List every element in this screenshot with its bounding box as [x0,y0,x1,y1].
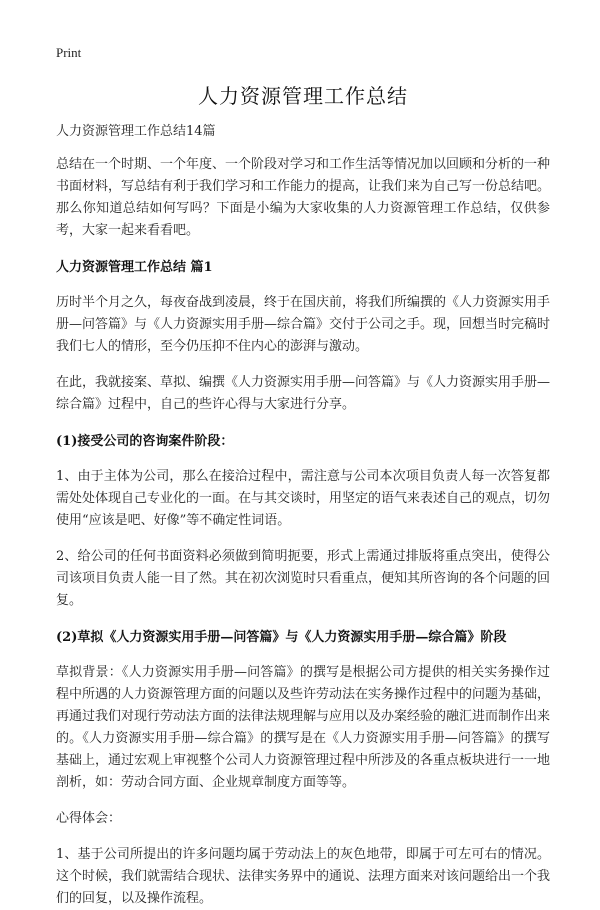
paragraph-2: 在此，我就接案、草拟、编撰《人力资源实用手册—问答篇》与《人力资源实用手册—综合篇》过程中，自己的些许心得与大家进行分享。 [56,375,551,412]
paragraph-3: 1、由于主体为公司，那么在接洽过程中，需注意与公司本次项目负责人每一次答复都需处处体现自己专业化的一面。在与其交谈时，用坚定的语气来表述自己的观点，切勿使用“应该是吧、好像”等不确定性词语。 [56,469,551,528]
print-link[interactable]: Print [56,45,82,60]
paragraph-7: 1、基于公司所提出的许多问题均属于劳动法上的灰色地带，即属于可左可右的情况。这个时候，我们就需结合现状、法律实务界中的通说、法理方面来对该问题给出一个我们的回复，以及操作流程。 [56,847,551,906]
subheading-1: (1)接受公司的咨询案件阶段： [56,434,234,449]
intro-paragraph: 总结在一个时期、一个年度、一个阶段对学习和工作生活等情况加以回顾和分析的一种书面材料，写总结有利于我们学习和工作能力的提高，让我们来为自己写一份总结吧。那么你知道总结如何写吗？下面是小编为大家收集的人力资源管理工作总结，仅供参考，大家一起来看看吧。 [56,157,551,238]
paragraph-6: 心得体会： [56,811,122,826]
document-subtitle: 人力资源管理工作总结14篇 [56,124,216,139]
paragraph-4: 2、给公司的任何书面资料必须做到简明扼要，形式上需通过排版将重点突出，使得公司该项目负责人能一目了然。其在初次浏览时只看重点，便知其所咨询的各个问题的回复。 [56,549,551,608]
document-title: 人力资源管理工作总结 [198,84,408,108]
paragraph-5: 草拟背景：《人力资源实用手册—问答篇》的撰写是根据公司方提供的相关实务操作过程中所遇的人力资源管理方面的问题以及些许劳动法在实务操作过程中的问题为基础，再通过我们对现行劳动法方面的法律法规理解与应用以及办案经验的融汇进而制作出来的。《人力资源实用手册—综合篇》的撰写是在《人力资源实用手册—问答篇》的撰写基础上，通过宏观上审视整个公司人力资源管理过程中所涉及的各重点板块进行一一地剖析，如：劳动合同方面、企业规章制度方面等等。 [56,665,551,790]
subheading-2: (2)草拟《人力资源实用手册—问答篇》与《人力资源实用手册—综合篇》阶段 [56,630,507,645]
paragraph-1: 历时半个月之久，每夜奋战到凌晨，终于在国庆前，将我们所编撰的《人力资源实用手册—问答篇》与《人力资源实用手册—综合篇》交付于公司之手。现，回想当时完稿时我们七人的情形，至今仍压抑不住内心的澎湃与激动。 [56,295,551,354]
section-heading: 人力资源管理工作总结 篇1 [56,260,213,275]
